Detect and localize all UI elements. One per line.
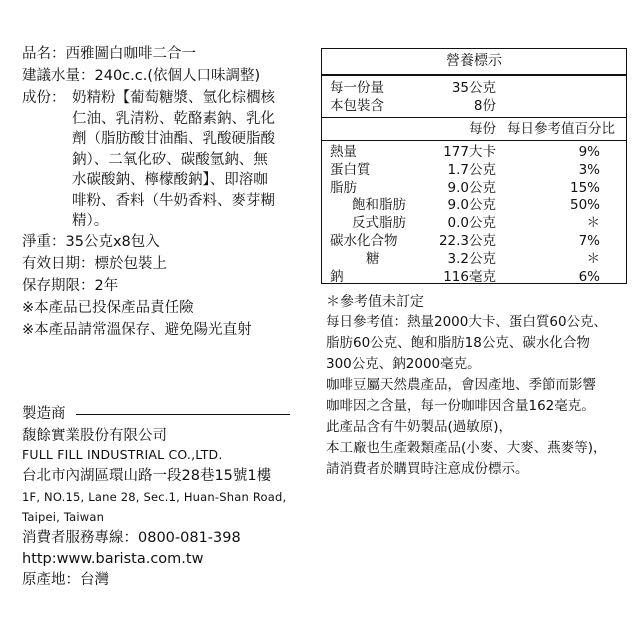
allergen-line: 本工廠也生產穀類產品(小麥、大麥、燕麥等)， (326, 440, 607, 456)
nutrition-title: 營養標示 (446, 53, 502, 69)
servings-label: 本包裝含 (330, 98, 384, 114)
daily-ref-line: 300公克、鈉2000毫克。 (326, 356, 481, 372)
nutrient-value: 22.3公克 (438, 233, 496, 249)
ingredient-line: 仁油、乳清粉、乾酪素鈉、乳化 (72, 110, 275, 127)
nutrient-daily-pct: ＊ (586, 250, 600, 267)
nutrient-daily-pct: 3% (578, 161, 600, 178)
allergen-line: 請消費者於購買時注意成份標示。 (326, 461, 529, 477)
ingredients-label: 成份： (22, 90, 66, 106)
ingredient-line: 奶精粉【葡萄糖漿、氫化棕櫚核 (72, 90, 275, 106)
insurance-note: ※本產品已投保產品責任險 (22, 300, 194, 316)
water-line (22, 66, 260, 86)
nutrition-divider (322, 117, 626, 118)
product-name-line (22, 44, 196, 64)
nutrient-daily-pct: 6% (578, 268, 600, 285)
caffeine-line: 咖啡因之含量，每一份咖啡因含量162毫克。 (326, 398, 595, 414)
manufacturer-heading: 製造商 (22, 406, 66, 422)
nutrient-name: 飽和脂肪 (352, 197, 406, 214)
water-label: 建議水量： (22, 68, 95, 84)
nutrient-name: 蛋白質 (330, 161, 371, 178)
nutrient-value: 1.7公克 (447, 161, 496, 178)
servings-value: 8份 (473, 98, 496, 114)
nutrition-table (321, 48, 627, 284)
nutrient-name: 碳水化合物 (330, 233, 398, 249)
nutrient-daily-pct: 15% (569, 179, 600, 196)
caffeine-line: 咖啡豆屬天然農產品，會因產地、季節而影響 (326, 377, 596, 393)
water-value: 240c.c.(依個人口味調整) (94, 68, 261, 84)
manufacturer-rule (76, 414, 290, 415)
nutrient-value: 9.0公克 (447, 179, 496, 196)
origin: 原產地：台灣 (22, 572, 109, 588)
ref-note: ＊參考值未訂定 (326, 294, 424, 310)
service-hotline: 消費者服務專線：0800-081-398 (22, 530, 241, 546)
address-en-1: 1F, NO.15, Lane 28, Sec.1, Huan-Shan Road, (22, 490, 287, 504)
serving-label: 每一份量 (330, 80, 384, 96)
nutrition-divider (322, 74, 626, 76)
product-name-value: 西雅圖白咖啡二合一 (65, 46, 196, 62)
nutrient-value: 9.0公克 (447, 197, 496, 214)
daily-ref-line: 每日參考值：熱量2000大卡、蛋白質60公克、 (326, 314, 608, 330)
nutrient-value: 3.2公克 (447, 250, 496, 267)
ingredient-line: 鈉）、二氧化矽、碳酸氫鈉、無 (72, 151, 268, 168)
nutrient-value: 177大卡 (443, 144, 496, 160)
company-en: FULL FILL INDUSTRIAL CO.,LTD. (22, 447, 223, 462)
nutrient-name: 脂肪 (330, 179, 357, 196)
nutrient-name: 糖 (366, 250, 380, 267)
nutrient-name: 反式脂肪 (352, 215, 406, 232)
company-zh: 馥餘實業股份有限公司 (22, 428, 167, 444)
daily-ref-line: 脂肪60公克、飽和脂肪18公克、碳水化合物 (326, 335, 590, 351)
nutrient-daily-pct: 50% (569, 197, 600, 214)
ingredient-line: 精）。 (72, 213, 109, 229)
ingredient-line: 水碳酸鈉、檸檬酸鈉】、即溶咖 (72, 172, 268, 188)
nutrient-value: 116毫克 (443, 268, 496, 285)
website: http:www.barista.com.tw (22, 551, 204, 567)
serving-value: 35公克 (451, 80, 496, 96)
allergen-line: 此產品含有牛奶製品(過敏原)， (326, 419, 513, 435)
product-name-label: 品名： (22, 46, 66, 62)
nutrient-daily-pct: 7% (578, 233, 600, 249)
nutrient-daily-pct: ＊ (586, 215, 600, 232)
address-zh: 台北市內湖區環山路一段28巷15號1樓 (22, 468, 272, 484)
storage-note: ※本產品請常溫保存、避免陽光直射 (22, 322, 252, 338)
nutrient-name: 鈉 (330, 268, 344, 285)
ingredient-line: 啡粉、香料（牛奶香料、麥芽糊 (72, 192, 275, 209)
net-weight: 淨重：35公克x8包入 (22, 234, 160, 250)
address-en-2: Taipei, Taiwan (22, 510, 105, 524)
col-per-serving: 每份 (469, 121, 496, 137)
expiry-date: 有效日期：標於包裝上 (22, 256, 167, 272)
nutrient-daily-pct: 9% (578, 144, 600, 160)
shelf-life: 保存期限：2年 (22, 278, 119, 294)
nutrient-value: 0.0公克 (447, 215, 496, 232)
nutrition-divider (322, 140, 626, 141)
ingredient-line: 劑（脂肪酸甘油酯、乳酸硬脂酸 (72, 131, 275, 147)
col-daily-pct: 每日參考值百分比 (507, 121, 615, 137)
nutrient-name: 熱量 (330, 144, 357, 160)
